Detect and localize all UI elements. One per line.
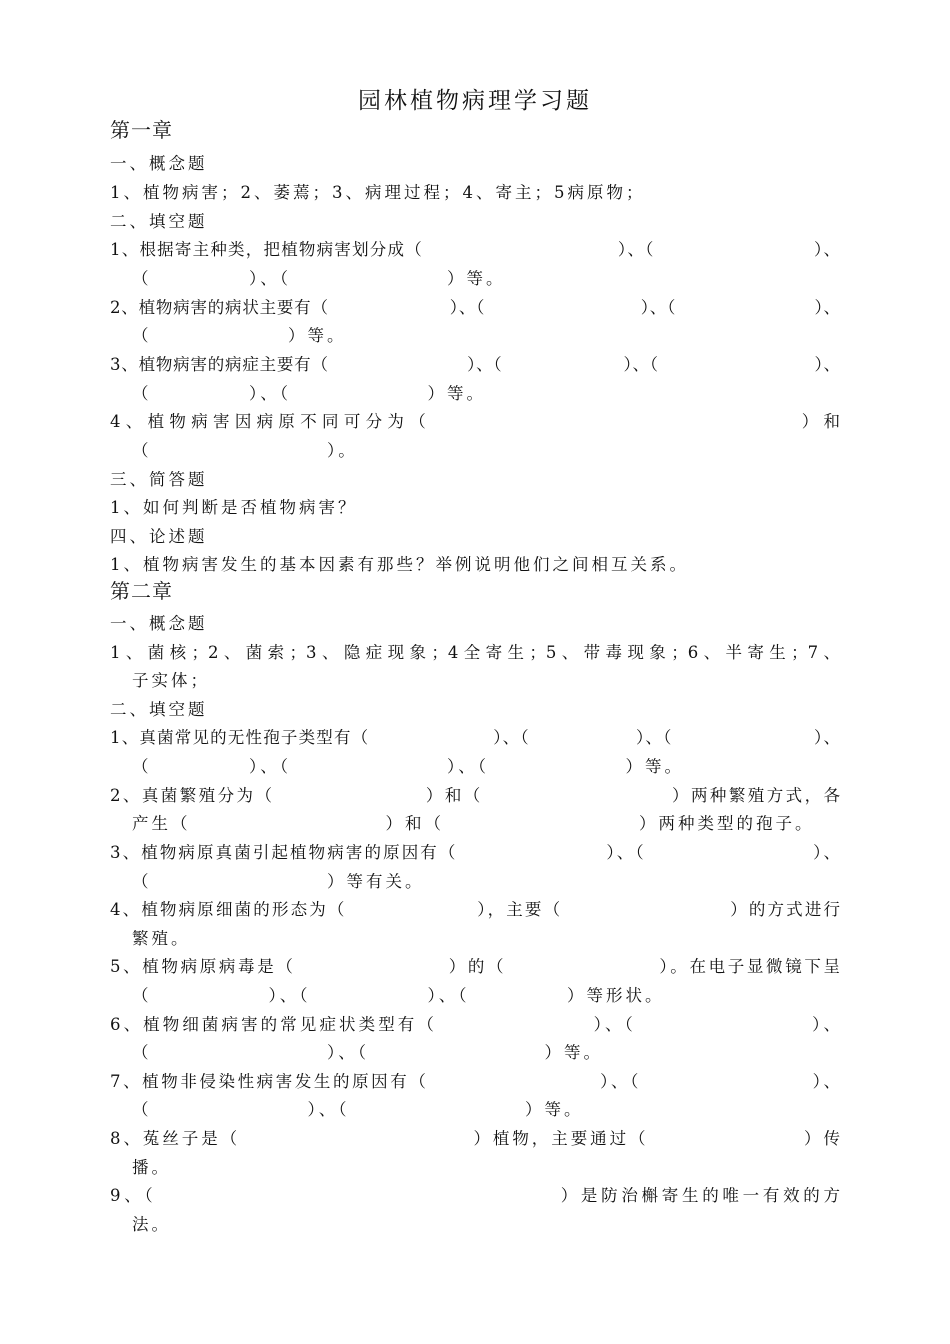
question-text-continued: 繁殖。	[132, 929, 191, 948]
question-text-continued: 播。	[132, 1158, 171, 1177]
question-text-continued: （ ）、（ ）等。	[132, 384, 486, 403]
section-heading: 二、填空题	[110, 700, 208, 719]
question-text: 1、植物病害发生的基本因素有那些？举例说明他们之间相互关系。	[110, 555, 689, 574]
question-text-continued: （ ）、（ ）、（ ）等。	[132, 757, 684, 776]
question-text-continued: （ ）等有关。	[132, 872, 425, 891]
question-text: 7、植物非侵染性病害发生的原因有（ ）、（ ）、	[110, 1072, 840, 1091]
question-text: 8、菟丝子是（ ）植物，主要通过（ ）传	[110, 1129, 840, 1148]
section-heading: 一、概念题	[110, 614, 208, 633]
document-title: 园林植物病理学习题	[358, 88, 592, 114]
question-text: 1、真菌常见的无性孢子类型有（ ）、（ ）、（ ）、	[110, 728, 840, 747]
question-text: 4、植物病原细菌的形态为（ ），主要（ ）的方式进行	[110, 900, 840, 919]
question-text: 3、植物病原真菌引起植物病害的原因有（ ）、（ ）、	[110, 843, 840, 862]
question-text: 9、（ ）是防治槲寄生的唯一有效的方	[110, 1186, 840, 1205]
question-text: 6、植物细菌病害的常见症状类型有（ ）、（ ）、	[110, 1015, 840, 1034]
question-text-continued: （ ）、（ ）等。	[132, 1100, 584, 1119]
question-text-continued: （ ）、（ ）等。	[132, 1043, 603, 1062]
question-text-continued: 法。	[132, 1215, 171, 1234]
chapter-heading: 第一章	[110, 118, 173, 142]
question-text-continued: 产生（ ）和（ ）两种类型的孢子。	[132, 814, 815, 833]
question-text: 2、植物病害的病状主要有（ ）、（ ）、（ ）、	[110, 298, 840, 317]
question-text: 1、植物病害；2、萎蔫；3、病理过程；4、寄主；5病原物；	[110, 183, 646, 202]
section-heading: 二、填空题	[110, 212, 208, 231]
section-heading: 三、简答题	[110, 470, 208, 489]
question-text: 3、植物病害的病症主要有（ ）、（ ）、（ ）、	[110, 355, 840, 374]
question-text-continued: （ ）。	[132, 441, 358, 460]
question-text-continued: （ ）、（ ）等。	[132, 269, 506, 288]
question-text-continued: 子实体；	[132, 671, 210, 690]
question-text: 1、如何判断是否植物病害？	[110, 498, 358, 517]
question-text: 1、根据寄主种类，把植物病害划分成（ ）、（ ）、	[110, 240, 840, 259]
section-heading: 一、概念题	[110, 154, 208, 173]
question-text-continued: （ ）等。	[132, 326, 347, 345]
question-text: 4、植物病害因病原不同可分为（ ）和	[110, 412, 840, 431]
question-text: 1、菌核；2、菌索；3、隐症现象；4全寄生；5、带毒现象；6、半寄生；7、	[110, 643, 840, 662]
question-text: 2、真菌繁殖分为（ ）和（ ）两种繁殖方式，各	[110, 786, 840, 805]
section-heading: 四、论述题	[110, 527, 208, 546]
question-text: 5、植物病原病毒是（ ）的（ ）。在电子显微镜下呈	[110, 957, 840, 976]
chapter-heading: 第二章	[110, 579, 173, 603]
question-text-continued: （ ）、（ ）、（ ）等形状。	[132, 986, 665, 1005]
